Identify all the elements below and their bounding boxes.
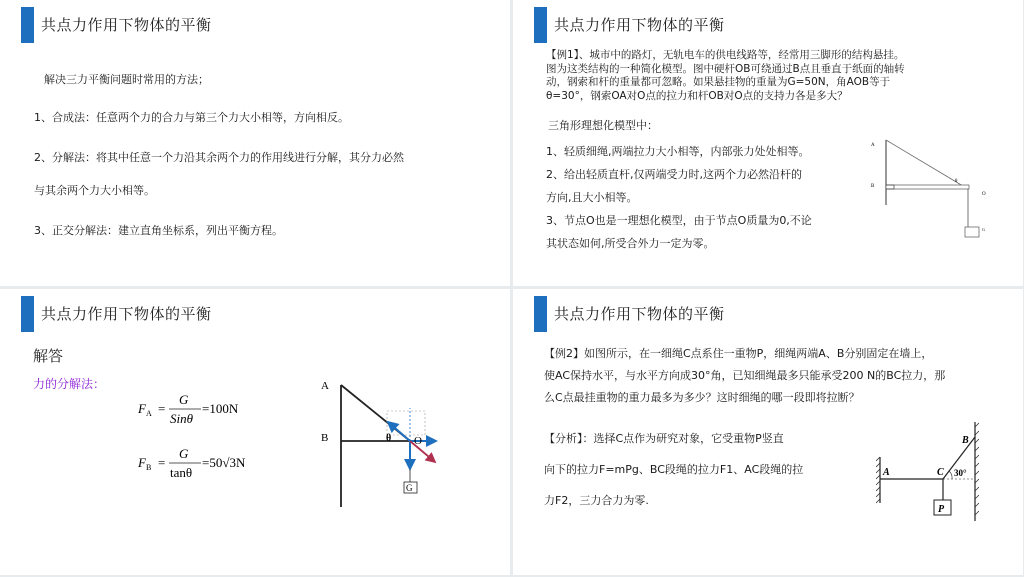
- method-label: 力的分解法：: [33, 377, 106, 391]
- angle-30-label: 30°: [954, 468, 967, 478]
- intro-text: 解决三力平衡问题时常用的方法；: [44, 73, 209, 86]
- example-line: 么C点最挂重物的重力最多为多少？这时细绳的哪一段即将拉断？: [544, 391, 860, 404]
- point-c-label: C: [937, 467, 944, 478]
- slide-2[interactable]: [513, 0, 1023, 286]
- force-diagram: [312, 377, 462, 507]
- eq-numerator: G: [179, 392, 189, 407]
- title-accent-bar: [534, 296, 547, 332]
- method-item-2-cont: 与其余两个力大小相等。: [34, 184, 155, 197]
- analysis-line: 向下的拉力F=mPg、BC段绳的拉力F1、AC段绳的拉: [544, 463, 804, 476]
- point-o-label: O: [982, 192, 986, 197]
- answer-heading: 解答: [33, 347, 64, 365]
- eq-denominator: tanθ: [170, 465, 193, 480]
- angle-theta-label: θ: [955, 179, 958, 184]
- slide-1[interactable]: [0, 0, 510, 286]
- point-o-label: O: [414, 435, 422, 447]
- point-b-label: B: [321, 432, 329, 444]
- example-line: θ=30°，钢索OA对O点的拉力和杆OB对O点的支持力各是多大？: [546, 89, 848, 102]
- weight-g-label: G: [982, 227, 985, 232]
- slide-title: 共点力作用下物体的平衡: [41, 305, 212, 323]
- example-line: 【例1】、城市中的路灯，无轨电车的供电线路等，经常用三脚形的结构悬挂。: [546, 49, 905, 61]
- weight-g-label: G: [406, 483, 413, 493]
- example-line: 图为这类结构的一种简化模型。图中硬杆OB可绕通过B点且垂直于纸面的轴转: [546, 62, 905, 75]
- title-accent-bar: [21, 296, 34, 332]
- eq-lhs: F: [138, 455, 146, 470]
- formula-block: [130, 389, 280, 489]
- model-line: 1、轻质细绳,两端拉力大小相等，内部张力处处相等。: [546, 145, 810, 158]
- equation-fb: [137, 446, 246, 480]
- method-item-3: 3、正交分解法：建立直角坐标系，列出平衡方程。: [34, 224, 283, 237]
- eq-result: =50√3N: [202, 455, 246, 470]
- slide-title: 共点力作用下物体的平衡: [41, 16, 212, 34]
- point-a-label: A: [321, 380, 329, 392]
- model-heading: 三角形理想化模型中：: [548, 119, 658, 132]
- example-2-text: [544, 343, 945, 409]
- example-line: 动，钢索和杆的重量都可忽略。如果悬挂物的重量为G=50N，角AOB等于: [546, 76, 891, 88]
- svg-text:=: =: [158, 401, 166, 416]
- eq-lhs: F: [138, 401, 146, 416]
- angle-theta-label: θ: [386, 433, 392, 444]
- point-a-label: A: [871, 143, 875, 148]
- point-b-label: B: [871, 184, 875, 189]
- model-line: 2、给出轻质直杆,仅两端受力时,这两个力必然沿杆的: [546, 168, 802, 181]
- example-line: 【例2】如图所示，在一细绳C点系住一重物P，细绳两端A、B分别固定在墙上，: [544, 347, 933, 360]
- eq-subscript: B: [146, 463, 152, 472]
- rope-diagram: [876, 417, 986, 532]
- eq-result: =100N: [202, 401, 239, 416]
- streetlight-diagram: [863, 135, 993, 245]
- title-accent-bar: [21, 7, 34, 43]
- point-a-label: A: [883, 467, 890, 478]
- model-line: 其状态如何,所受合外力一定为零。: [546, 237, 715, 250]
- analysis-line: 【分析】：选择C点作为研究对象，它受重物P竖直: [544, 432, 784, 445]
- eq-denominator: Sinθ: [170, 411, 193, 426]
- method-item-2: 2、分解法：将其中任意一个力沿其余两个力的作用线进行分解，其分力必然: [34, 151, 404, 164]
- example-line: 使AC保持水平，与水平方向成30°角，已知细绳最多只能承受200 N的BC拉力，那: [544, 369, 946, 382]
- weight-p-label: P: [938, 504, 945, 515]
- slide-title: 共点力作用下物体的平衡: [554, 305, 725, 323]
- analysis-line: 力F2，三力合力为零.: [544, 494, 649, 507]
- slide-title: 共点力作用下物体的平衡: [554, 16, 725, 34]
- analysis-text: [544, 423, 803, 516]
- equation-fa: [137, 392, 239, 426]
- svg-text:=: =: [158, 455, 166, 470]
- slide-4[interactable]: [513, 289, 1023, 575]
- example-1-text: [546, 49, 905, 103]
- eq-subscript: A: [146, 409, 152, 418]
- method-item-1: 1、合成法：任意两个力的合力与第三个力大小相等，方向相反。: [34, 111, 349, 124]
- model-line: 方向,且大小相等。: [546, 191, 638, 204]
- model-line: 3、节点O也是一理想化模型，由于节点O质量为0,不论: [546, 214, 812, 227]
- eq-numerator: G: [179, 446, 189, 461]
- slide-3[interactable]: [0, 289, 510, 575]
- title-accent-bar: [534, 7, 547, 43]
- model-list: [546, 140, 812, 255]
- point-b-label: B: [962, 435, 969, 446]
